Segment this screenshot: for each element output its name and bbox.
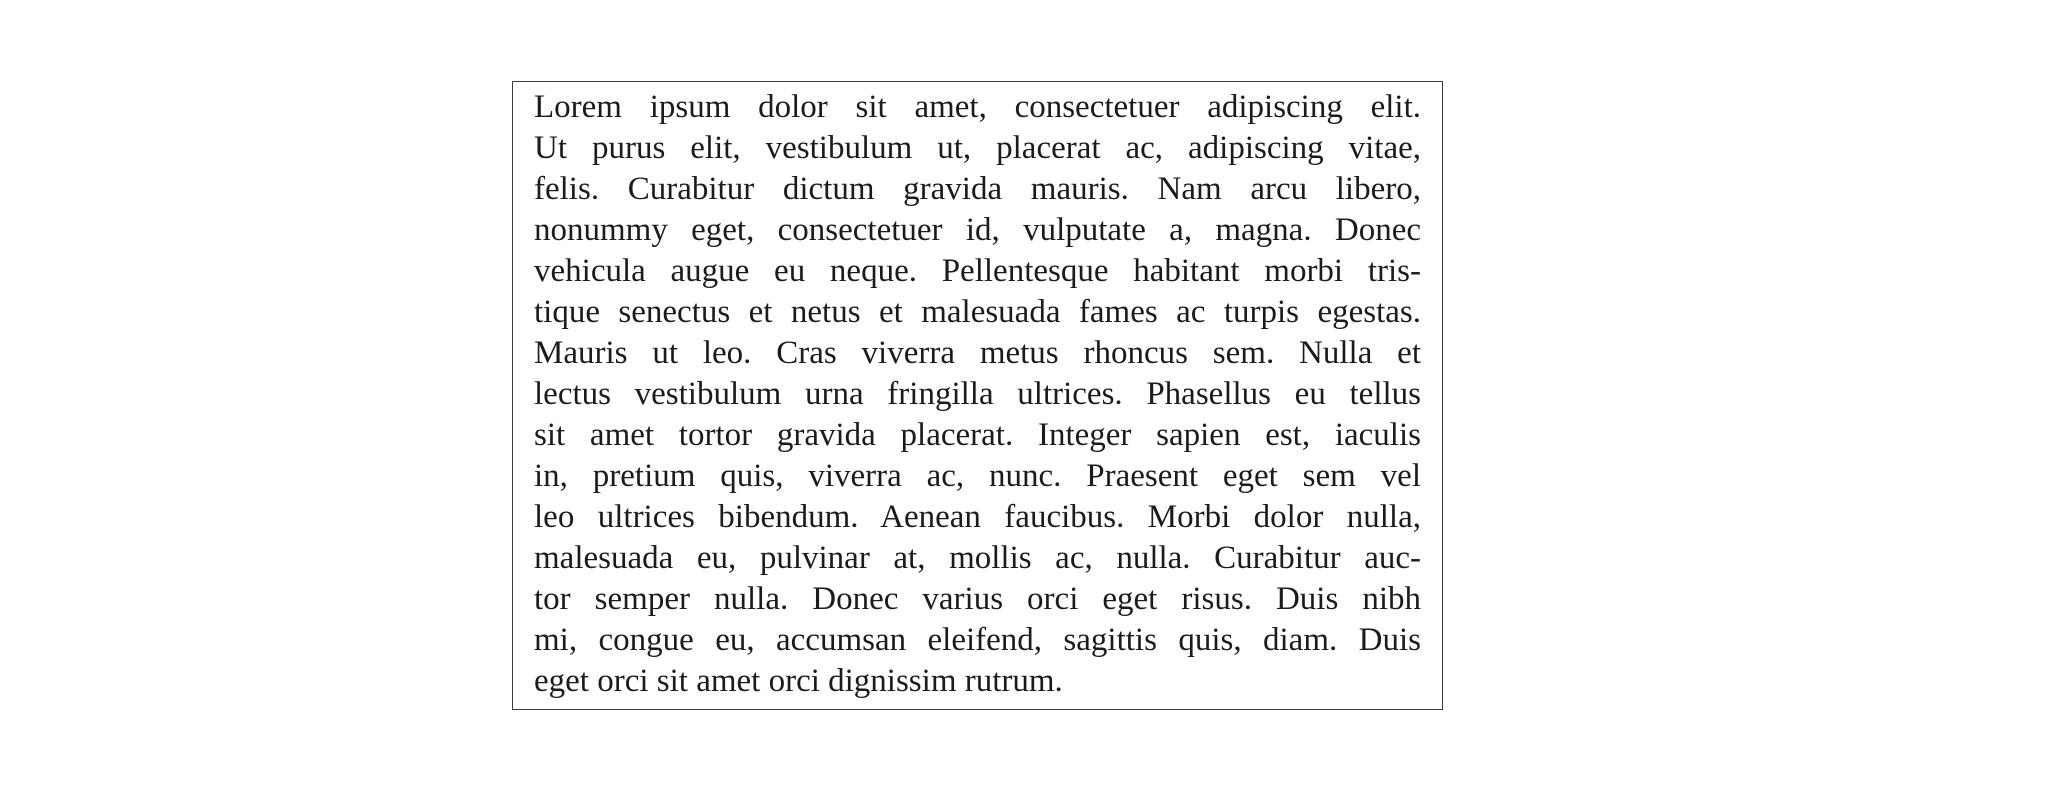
- text-line: tor semper nulla. Donec varius orci eget risus. Duis nibh: [534, 581, 1421, 617]
- text-line: malesuada eu, pulvinar at, mollis ac, nulla. Curabitur auc-: [534, 540, 1421, 576]
- text-line: in, pretium quis, viverra ac, nunc. Praesent eget sem vel: [534, 458, 1421, 494]
- text-line: felis. Curabitur dictum gravida mauris. Nam arcu libero,: [534, 171, 1421, 207]
- text-line: sit amet tortor gravida placerat. Integer sapien est, iaculis: [534, 417, 1421, 453]
- text-line: nonummy eget, consectetuer id, vulputate a, magna. Donec: [534, 212, 1421, 248]
- framed-text-box: [512, 81, 1443, 710]
- text-line: eget orci sit amet orci dignissim rutrum.: [534, 663, 1063, 699]
- text-line: vehicula augue eu neque. Pellentesque habitant morbi tris-: [534, 253, 1421, 289]
- text-line: lectus vestibulum urna fringilla ultrices. Phasellus eu tellus: [534, 376, 1421, 412]
- text-line: Ut purus elit, vestibulum ut, placerat ac, adipiscing vitae,: [534, 130, 1421, 166]
- text-line: leo ultrices bibendum. Aenean faucibus. Morbi dolor nulla,: [534, 499, 1421, 535]
- text-line: tique senectus et netus et malesuada fames ac turpis egestas.: [534, 294, 1421, 330]
- text-line: Mauris ut leo. Cras viverra metus rhoncus sem. Nulla et: [534, 335, 1421, 371]
- text-line: Lorem ipsum dolor sit amet, consectetuer adipiscing elit.: [534, 89, 1421, 125]
- text-line: mi, congue eu, accumsan eleifend, sagittis quis, diam. Duis: [534, 622, 1421, 658]
